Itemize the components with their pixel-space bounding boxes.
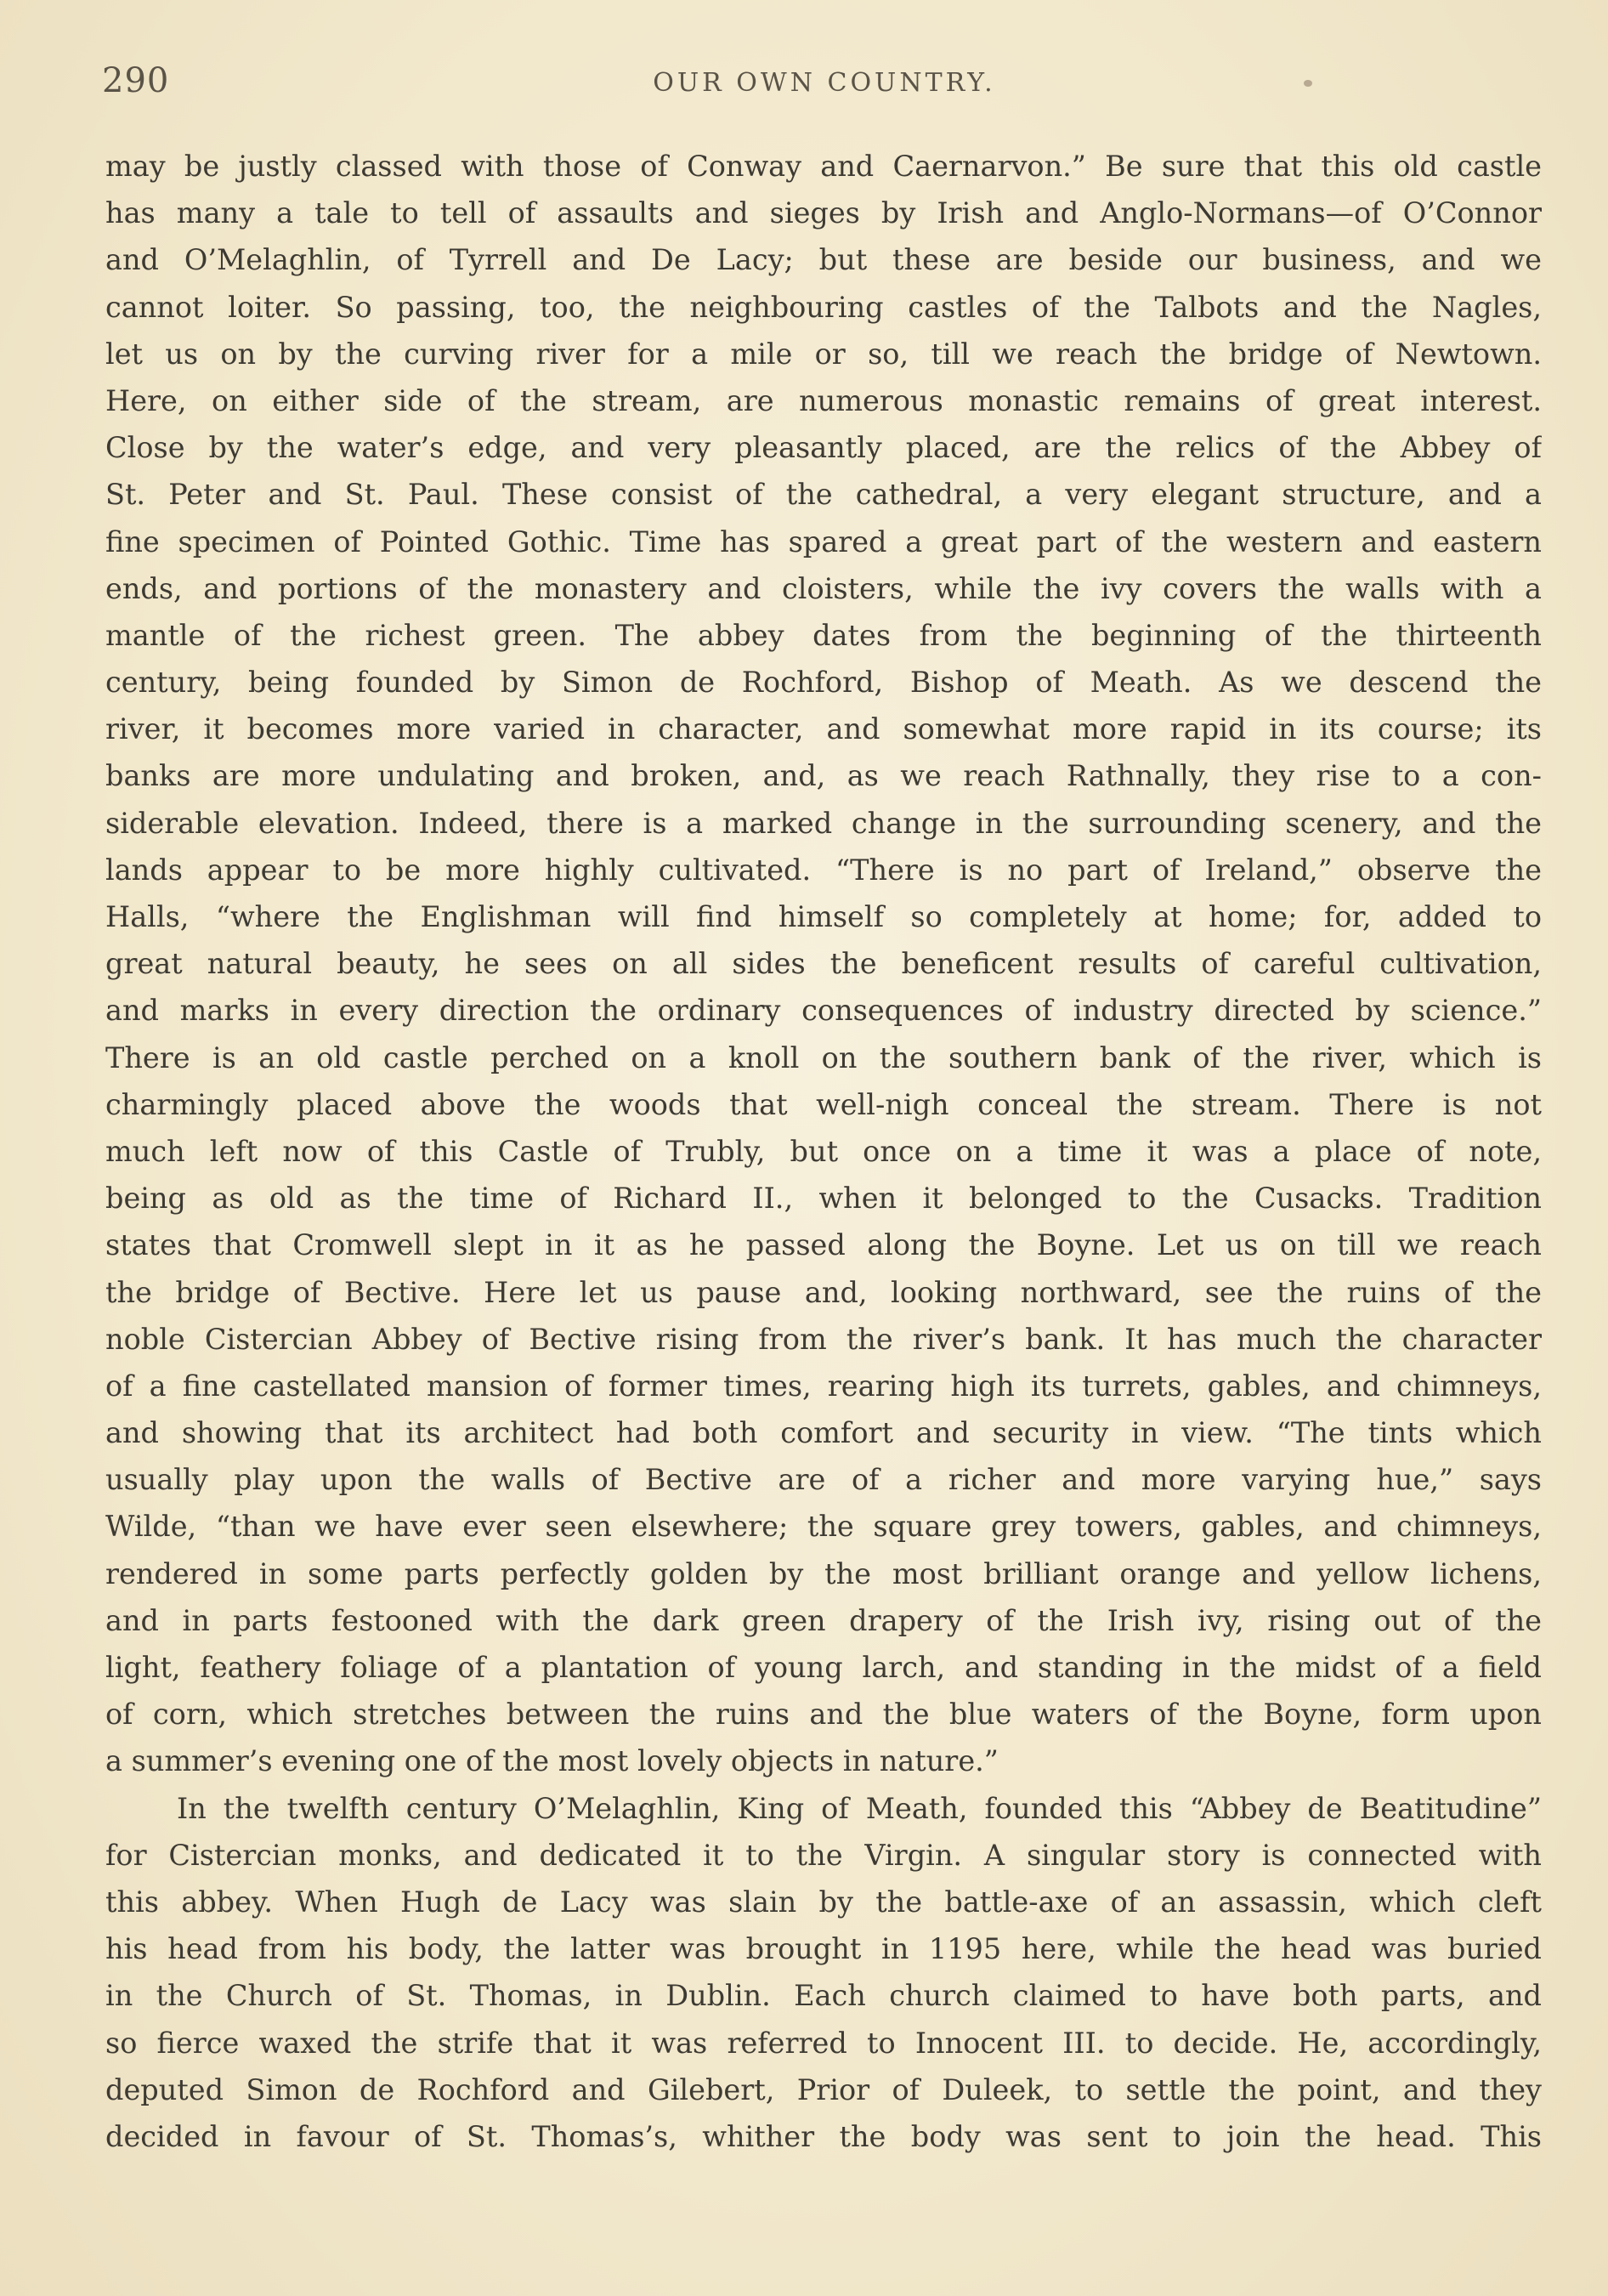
paragraph-end-line: a summer’s evening one of the most lovely objects in nature.” <box>105 1744 999 1778</box>
text-line: great natural beauty, he sees on all sides the beneficent results of careful cultivation, <box>105 947 1542 981</box>
text-line: banks are more undulating and broken, and, as we reach Rathnally, they rise to a con- <box>105 759 1542 793</box>
running-head <box>102 61 1547 104</box>
text-line: of a fine castellated mansion of former times, rearing high its turrets, gables, and chimneys, <box>105 1369 1542 1403</box>
text-line: lands appear to be more highly cultivated. “There is no part of Ireland,” observe the <box>105 853 1542 887</box>
text-line: light, feathery foliage of a plantation of young larch, and standing in the midst of a field <box>105 1651 1542 1684</box>
text-line: St. Peter and St. Paul. These consist of the cathedral, a very elegant structure, and a <box>105 478 1542 512</box>
text-line: of corn, which stretches between the ruins and the blue waters of the Boyne, form upon <box>105 1698 1542 1732</box>
ink-speck <box>1304 80 1312 87</box>
text-line: river, it becomes more varied in character, and somewhat more rapid in its course; its <box>105 712 1542 746</box>
text-line: mantle of the richest green. The abbey dates from the beginning of the thirteenth <box>105 618 1542 652</box>
text-line: century, being founded by Simon de Rochford, Bishop of Meath. As we descend the <box>105 666 1542 700</box>
text-line: and O’Melaghlin, of Tyrrell and De Lacy; but these are beside our business, and we <box>105 243 1542 277</box>
text-line: let us on by the curving river for a mile or so, till we reach the bridge of Newtown. <box>105 337 1542 371</box>
text-line: his head from his body, the latter was brought in 1195 here, while the head was buried <box>105 1932 1542 1966</box>
text-line: being as old as the time of Richard II., when it belonged to the Cusacks. Tradition <box>105 1182 1542 1216</box>
text-line: so fierce waxed the strife that it was referred to Innocent III. to decide. He, accordingly, <box>105 2026 1542 2060</box>
text-line: Close by the water’s edge, and very pleasantly placed, are the relics of the Abbey of <box>105 431 1542 465</box>
text-line: ends, and portions of the monastery and cloisters, while the ivy covers the walls with a <box>105 571 1542 605</box>
paragraph-first-line: In the twelfth century O’Melaghlin, King of Meath, founded this “Abbey de Beatitudine” <box>177 1791 1542 1825</box>
text-line: much left now of this Castle of Trubly, but once on a time it was a place of note, <box>105 1134 1542 1168</box>
text-line: deputed Simon de Rochford and Gilebert, Prior of Duleek, to settle the point, and they <box>105 2072 1542 2106</box>
running-title: OUR OWN COUNTRY. <box>653 68 996 98</box>
text-line: Halls, “where the Englishman will find himself so completely at home; for, added to <box>105 900 1542 933</box>
text-line: There is an old castle perched on a knoll on the southern bank of the river, which is <box>105 1040 1542 1074</box>
text-line: charmingly placed above the woods that well-nigh conceal the stream. There is not <box>105 1087 1542 1121</box>
text-line: Wilde, “than we have ever seen elsewhere; the square grey towers, gables, and chimneys, <box>105 1510 1542 1544</box>
text-line: usually play upon the walls of Bective are of a richer and more varying hue,” says <box>105 1463 1542 1497</box>
text-line: cannot loiter. So passing, too, the neighbouring castles of the Talbots and the Nagles, <box>105 290 1542 324</box>
body-text <box>105 143 1542 2160</box>
text-line: and showing that its architect had both comfort and security in view. “The tints which <box>105 1416 1542 1450</box>
text-line: the bridge of Bective. Here let us pause and, looking northward, see the ruins of the <box>105 1275 1542 1309</box>
text-line: for Cistercian monks, and dedicated it to the Virgin. A singular story is connected with <box>105 1838 1542 1872</box>
text-line: decided in favour of St. Thomas’s, whither the body was sent to join the head. This <box>105 2119 1542 2153</box>
text-line: has many a tale to tell of assaults and sieges by Irish and Anglo-Normans—of O’Connor <box>105 196 1542 230</box>
text-line: siderable elevation. Indeed, there is a marked change in the surrounding scenery, and the <box>105 806 1542 840</box>
text-line: noble Cistercian Abbey of Bective rising from the river’s bank. It has much the character <box>105 1322 1542 1356</box>
text-line: rendered in some parts perfectly golden by the most brilliant orange and yellow lichens, <box>105 1556 1542 1590</box>
text-line: states that Cromwell slept in it as he passed along the Boyne. Let us on till we reach <box>105 1228 1542 1262</box>
text-line: in the Church of St. Thomas, in Dublin. Each church claimed to have both parts, and <box>105 1979 1542 2013</box>
page-number: 290 <box>102 61 170 100</box>
text-line: Here, on either side of the stream, are numerous monastic remains of great interest. <box>105 383 1542 417</box>
text-line: this abbey. When Hugh de Lacy was slain by the battle-axe of an assassin, which cleft <box>105 1885 1542 1919</box>
text-line: may be justly classed with those of Conway and Caernarvon.” Be sure that this old castle <box>105 150 1542 183</box>
text-line: fine specimen of Pointed Gothic. Time has spared a great part of the western and eastern <box>105 524 1542 558</box>
text-line: and marks in every direction the ordinary consequences of industry directed by science.” <box>105 994 1542 1028</box>
text-line: and in parts festooned with the dark green drapery of the Irish ivy, rising out of the <box>105 1603 1542 1637</box>
